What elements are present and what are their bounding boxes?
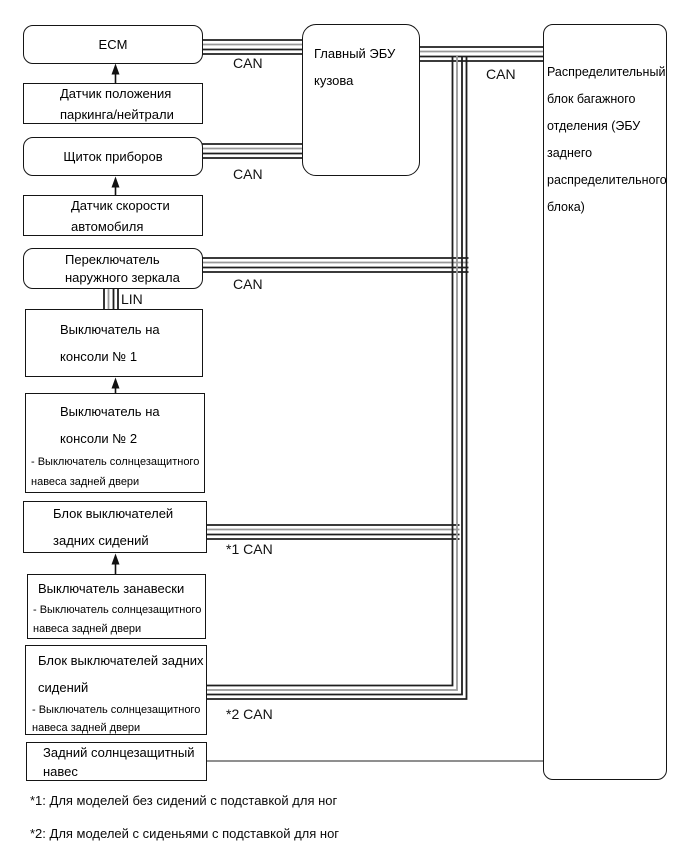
box-instrument-cluster bbox=[23, 137, 203, 176]
can-label-star2: *2 CAN bbox=[226, 706, 273, 722]
box-label-line: Датчик скорости bbox=[71, 197, 170, 213]
box-label-line: Выключатель на bbox=[60, 404, 160, 419]
box-vehicle-speed-sensor bbox=[23, 195, 203, 236]
box-label-line: распределительного bbox=[547, 173, 667, 187]
arrow-console2-to-console1 bbox=[112, 378, 120, 395]
box-label-line: Блок выключателей bbox=[53, 506, 174, 521]
box-label-line: консоли № 1 bbox=[60, 349, 138, 364]
box-mirror-switch bbox=[23, 248, 203, 289]
box-label-line: наружного зеркала bbox=[65, 269, 180, 285]
box-label-line: отделения (ЭБУ bbox=[547, 119, 641, 133]
box-label-line: Задний солнцезащитный bbox=[43, 744, 195, 760]
can-bus-ecm bbox=[202, 40, 303, 54]
box-console-switch-1 bbox=[25, 309, 203, 377]
box-subitem-line: навеса задней двери bbox=[33, 623, 142, 635]
can-bus-main-to-junction bbox=[419, 47, 545, 61]
footnote-1: *1: Для моделей без сидений с подставкой для ног bbox=[30, 793, 338, 808]
can-label-mirror: CAN bbox=[233, 276, 263, 292]
box-label-line: кузова bbox=[314, 73, 354, 88]
box-label-line: паркинга/нейтрали bbox=[60, 106, 174, 122]
arrow-park-sensor-to-ecm bbox=[112, 64, 120, 85]
box-rear-seat-switch-block-1 bbox=[23, 501, 207, 553]
box-label-line: блока) bbox=[547, 200, 585, 214]
can-bus-star1 bbox=[206, 525, 460, 539]
box-label-line: Выключатель занавески bbox=[38, 581, 185, 596]
box-curtain-switch bbox=[27, 574, 206, 639]
box-label-line: Щиток приборов bbox=[63, 149, 163, 164]
box-label-line: Блок выключателей задних bbox=[38, 653, 204, 668]
box-console-switch-2 bbox=[25, 393, 205, 493]
box-label-line: сидений bbox=[38, 680, 89, 695]
can-label-star1: *1 CAN bbox=[226, 541, 273, 557]
box-label-line: автомобиля bbox=[71, 218, 144, 234]
box-label-line: Главный ЭБУ bbox=[314, 46, 396, 61]
can-bus-mirror bbox=[202, 258, 469, 272]
box-park-neutral-sensor bbox=[23, 83, 203, 124]
footnote-2: *2: Для моделей с сиденьями с подставкой для ног bbox=[30, 826, 340, 841]
can-label-ecm: CAN bbox=[233, 55, 263, 71]
box-subitem-line: - Выключатель солнцезащитного bbox=[31, 456, 200, 468]
box-label-line: консоли № 2 bbox=[60, 431, 138, 446]
arrow-speed-sensor-to-cluster bbox=[112, 177, 120, 197]
box-label-line: задних сидений bbox=[53, 533, 149, 548]
box-luggage-junction-block bbox=[543, 24, 667, 780]
box-label-line: Распределительный bbox=[547, 65, 666, 79]
box-label-line: Переключатель bbox=[65, 251, 160, 267]
box-subitem-line: навеса задней двери bbox=[32, 722, 141, 734]
box-label-line: навес bbox=[43, 763, 78, 779]
can-label-cluster: CAN bbox=[233, 166, 263, 182]
can-bus-cluster bbox=[202, 144, 303, 158]
lin-bus bbox=[104, 288, 118, 310]
box-main-body-ecu bbox=[302, 24, 420, 176]
box-ecm-label: ECM bbox=[98, 37, 128, 52]
arrow-curtain-to-block1 bbox=[112, 554, 120, 576]
box-ecm bbox=[23, 25, 203, 64]
can-label-main-right: CAN bbox=[486, 66, 516, 82]
box-subitem-line: навеса задней двери bbox=[31, 476, 140, 488]
box-label-line: блок багажного bbox=[547, 92, 636, 106]
box-label-line: Выключатель на bbox=[60, 322, 160, 337]
box-label-line: заднего bbox=[547, 146, 593, 160]
box-label-line: Датчик положения bbox=[60, 85, 172, 101]
box-rear-seat-switch-block-2 bbox=[25, 645, 207, 735]
box-rear-sunshade bbox=[26, 742, 207, 781]
box-subitem-line: - Выключатель солнцезащитного bbox=[33, 604, 202, 616]
box-subitem-line: - Выключатель солнцезащитного bbox=[32, 704, 201, 716]
lin-label: LIN bbox=[121, 291, 143, 307]
